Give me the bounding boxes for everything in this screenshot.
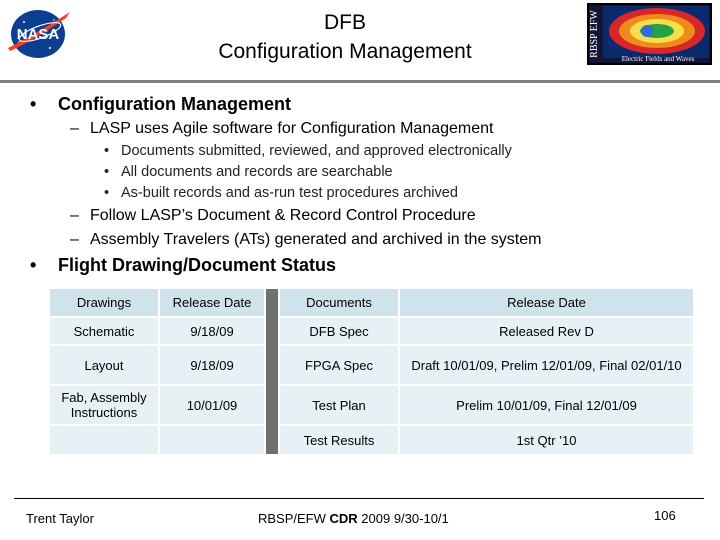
col-header-release-date: Release Date <box>159 288 265 317</box>
table-cell: Test Results <box>279 425 399 455</box>
table-row <box>49 385 694 425</box>
dash-marker: – <box>70 207 79 224</box>
subbullet-lasp-procedure: Follow LASP’s Document & Record Control Procedure <box>90 207 476 224</box>
subbullet-assembly-travelers: Assembly Travelers (ATs) generated and archived in the system <box>90 231 542 248</box>
col-header-release-date-2: Release Date <box>399 288 694 317</box>
rbsp-logo-caption: Electric Fields and Waves <box>621 55 695 63</box>
status-table <box>48 287 695 456</box>
col-header-drawings: Drawings <box>49 288 159 317</box>
bullet-marker: • <box>104 143 110 159</box>
table-cell: Layout <box>49 345 159 385</box>
subbullet-agile: LASP uses Agile software for Configuration Management <box>90 120 494 137</box>
table-cell: Draft 10/01/09, Prelim 12/01/09, Final 02/01/10 <box>399 345 694 385</box>
title-line-2: Configuration Management <box>218 40 472 63</box>
table-cell: Prelim 10/01/09, Final 12/01/09 <box>399 385 694 425</box>
table-cell: FPGA Spec <box>279 345 399 385</box>
table-row <box>49 425 694 455</box>
table-cell: 1st Qtr ’10 <box>399 425 694 455</box>
nasa-logo-text: NASA <box>16 26 60 43</box>
dash-marker: – <box>70 120 79 137</box>
bullet-marker: • <box>104 164 110 180</box>
page-number: 106 <box>654 508 676 523</box>
col-header-documents: Documents <box>279 288 399 317</box>
header-divider <box>0 80 720 83</box>
column-separator <box>265 288 279 455</box>
item-documents-submitted: Documents submitted, reviewed, and approved electronically <box>121 143 512 159</box>
table-cell: Test Plan <box>279 385 399 425</box>
bullet-marker: • <box>30 255 37 275</box>
table-cell: Released Rev D <box>399 317 694 345</box>
table-cell: 9/18/09 <box>159 317 265 345</box>
table-row <box>49 317 694 345</box>
rbsp-logo-side-text: RBSP EFW <box>589 10 600 58</box>
bullet-flight-status: Flight Drawing/Document Status <box>58 255 337 275</box>
footer-event <box>258 511 449 526</box>
table-cell: Schematic <box>49 317 159 345</box>
item-searchable: All documents and records are searchable <box>121 164 393 180</box>
bullet-marker: • <box>104 185 110 201</box>
rbsp-efw-logo <box>587 3 712 65</box>
table-cell <box>49 425 159 455</box>
table-cell: 9/18/09 <box>159 345 265 385</box>
footer-event-date: 2009 9/30-10/1 <box>357 511 449 526</box>
table-cell: DFB Spec <box>279 317 399 345</box>
footer-divider <box>14 498 704 499</box>
bullet-configuration-management: Configuration Management <box>58 94 291 114</box>
table-cell: Fab, Assembly Instructions <box>49 385 159 425</box>
bullet-marker: • <box>30 94 37 114</box>
item-as-built: As-built records and as-run test procedures archived <box>121 185 458 201</box>
footer-event-prefix: RBSP/EFW <box>258 511 330 526</box>
table-row <box>49 345 694 385</box>
table-cell <box>159 425 265 455</box>
page-title <box>140 8 550 66</box>
footer-author: Trent Taylor <box>26 511 94 526</box>
title-line-1: DFB <box>324 11 366 34</box>
table-header-row <box>49 288 694 317</box>
table-cell: 10/01/09 <box>159 385 265 425</box>
footer-event-cdr: CDR <box>329 511 358 526</box>
nasa-logo <box>4 4 72 60</box>
dash-marker: – <box>70 231 79 248</box>
